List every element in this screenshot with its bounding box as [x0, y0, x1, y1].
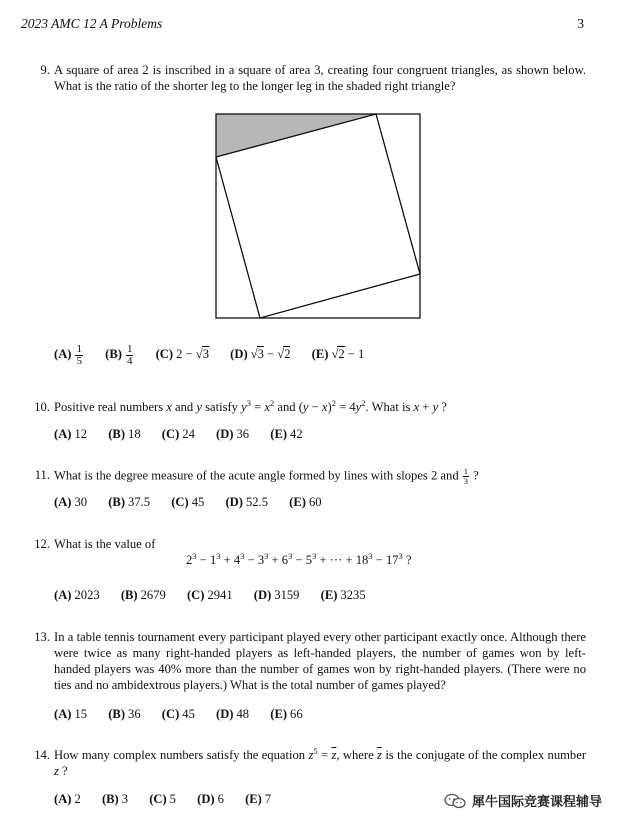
problem-number: 14. [34, 748, 50, 762]
choice-a: (A) $\frac{1}{5}$ [54, 343, 82, 367]
choice-c: (C) 2941 [186, 588, 233, 602]
choice-d: (D) 3159 [253, 588, 300, 602]
choice-a: (A) 30 [54, 495, 88, 509]
choice-b: (B) 36 [108, 707, 141, 721]
problem-11 [34, 467, 586, 486]
choice-b: (B) 37.5 [108, 495, 151, 509]
choice-d: (D) 52.5 [225, 495, 268, 509]
choice-e: (E) 3235 [320, 588, 366, 602]
problem-text: What is the degree measure of the acute angle formed by lines with slopes 2 and $\frac{1}{3}$ ? [54, 466, 479, 486]
problem-10 [34, 399, 586, 415]
choice-c: (C) 24 [161, 427, 195, 441]
choice-b: (B) 3 [101, 792, 129, 806]
problem-number: 10. [34, 400, 50, 414]
choice-e: (E) √2 − 1 [311, 347, 365, 362]
problem-12 [34, 536, 586, 552]
choice-d: (D) √3 − √2 [230, 347, 291, 362]
problem-number: 12. [34, 537, 50, 551]
page-header-title: 2023 AMC 12 A Problems [21, 16, 163, 31]
problem-text: Positive real numbers x and y satisfy $y^3 = x^2$ and $(y - x)^2 = 4y^2$. What is x + y ? [54, 398, 447, 414]
choice-b: (B) 18 [108, 427, 141, 441]
choice-e: (E) 60 [289, 495, 322, 509]
problem-number: 9. [40, 63, 50, 77]
display-equation: $2^3 - 1^3 + 4^3 - 3^3 + 6^3 - 5^3$ + ··· + $18^3 - 17^3$ ? [186, 551, 412, 567]
problem-text: What is the value of [54, 537, 156, 551]
problem-number: 13. [34, 630, 50, 644]
choice-a: (A) 15 [54, 707, 88, 721]
choice-d: (D) 6 [197, 792, 224, 806]
page-number: 3 [577, 16, 584, 31]
watermark-text: 犀牛国际竞赛课程辅导 [471, 795, 602, 810]
choice-e: (E) 66 [270, 707, 303, 721]
choice-c: (C) 45 [161, 707, 195, 721]
problem-14-choices [54, 792, 289, 807]
problem-text: In a table tennis tournament every participant played every other participant exactly once. Although there were twice as many right-handed players as left-handed players, the number of games won by left-handed players was 40% more than the number of games won by right-handed players. (There were no ties and no ambidextrous players.) What is the total number of games played? [54, 630, 586, 692]
choice-b: (B) $\frac{1}{4}$ [105, 343, 133, 367]
problem-11-choices [54, 495, 340, 510]
choice-b: (B) 2679 [120, 588, 166, 602]
problem-13-choices [54, 707, 321, 722]
problem-text: A square of area 2 is inscribed in a square of area 3, creating four congruent triangles, as shown below. What is the ratio of the shorter leg to the longer leg in the shaded right triangle? [54, 63, 586, 93]
choice-c: (C) 2 − √3 [155, 347, 209, 362]
problem-9-choices [54, 344, 382, 367]
choice-a: (A) 12 [54, 427, 88, 441]
problem-13 [34, 629, 586, 693]
choice-e: (E) 42 [270, 427, 303, 441]
choice-a: (A) 2 [54, 792, 81, 806]
problem-9 [34, 62, 586, 94]
problem-12-choices [54, 588, 384, 603]
problem-14 [34, 747, 586, 779]
problem-text: How many complex numbers satisfy the equation $z^5 = \overline{z}$, where $\overline{z}$ is the conjugate of the complex number z ? [54, 746, 587, 778]
choice-d: (D) 48 [216, 707, 250, 721]
problem-number: 11. [34, 468, 50, 482]
choice-c: (C) 5 [149, 792, 176, 806]
choice-d: (D) 36 [216, 427, 250, 441]
choice-a: (A) 2023 [54, 588, 100, 602]
inscribed-squares-figure [214, 112, 422, 320]
watermark [444, 791, 602, 810]
wechat-icon [444, 793, 466, 809]
choice-e: (E) 7 [245, 792, 272, 806]
problem-10-choices [54, 427, 321, 442]
choice-c: (C) 45 [171, 495, 205, 509]
